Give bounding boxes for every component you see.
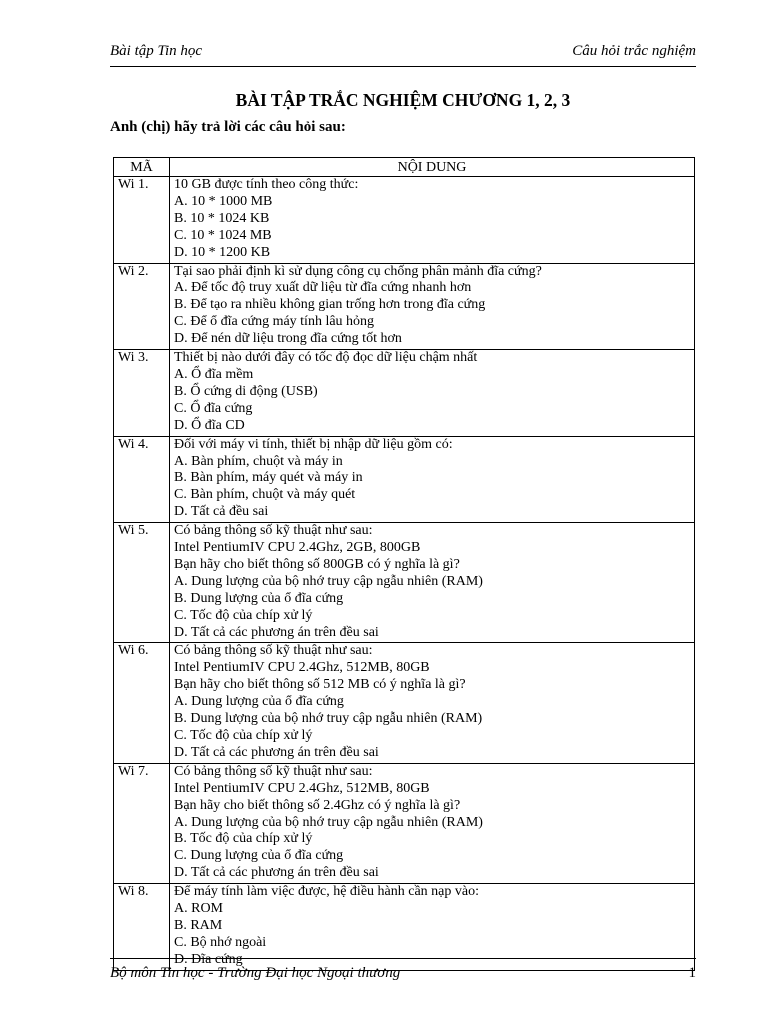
footer-department: Bộ môn Tin học - Trường Đại học Ngoại thương — [110, 965, 401, 981]
answer-option: C. Ổ đĩa cứng — [174, 400, 253, 416]
question-row — [114, 643, 695, 763]
answer-option: C. Bàn phím, chuột và máy quét — [174, 487, 356, 503]
answer-option: D. Ổ đĩa CD — [174, 417, 245, 433]
footer-divider — [110, 958, 696, 959]
answer-option: C. Để ổ đĩa cứng máy tính lâu hỏng — [174, 314, 375, 330]
question-code: Wi 2. — [114, 263, 170, 350]
column-header-content: NỘI DUNG — [170, 158, 695, 177]
question-text: Có bảng thông số kỹ thuật như sau: — [174, 763, 373, 779]
answer-option: D. Để nén dữ liệu trong đĩa cứng tốt hơn — [174, 331, 402, 347]
question-rows — [114, 177, 695, 971]
answer-option: C. Dung lượng của ổ đĩa cứng — [174, 848, 344, 864]
answer-option: A. Để tốc độ truy xuất dữ liệu từ đĩa cứng nhanh hơn — [174, 280, 472, 296]
question-code: Wi 8. — [114, 884, 170, 971]
question-code: Wi 4. — [114, 436, 170, 523]
page-header — [110, 42, 696, 60]
answer-option: B. Bàn phím, máy quét và máy in — [174, 470, 363, 486]
question-row — [114, 436, 695, 523]
question-text: Thiết bị nào dưới đây có tốc độ đọc dữ liệu chậm nhất — [174, 350, 478, 366]
answer-option: B. Ổ cứng di động (USB) — [174, 383, 318, 399]
answer-option: B. Tốc độ của chíp xử lý — [174, 831, 313, 847]
answer-option: D. Đĩa cứng — [174, 951, 243, 967]
answer-option: B. Dung lượng của ổ đĩa cứng — [174, 590, 344, 606]
question-text: Để máy tính làm việc được, hệ điều hành cần nạp vào: — [174, 884, 479, 900]
question-content — [170, 763, 695, 883]
answer-option: D. Tất cả các phương án trên đều sai — [174, 744, 379, 760]
answer-option: A. Dung lượng của ổ đĩa cứng — [174, 694, 344, 710]
answer-option: A. Dung lượng của bộ nhớ truy cập ngẫu nhiên (RAM) — [174, 814, 483, 830]
question-text: Tại sao phải định kì sử dụng công cụ chống phân mảnh đĩa cứng? — [174, 263, 542, 279]
question-content — [170, 177, 695, 264]
answer-option: C. Bộ nhớ ngoài — [174, 934, 267, 950]
answer-option: Bạn hãy cho biết thông số 800GB có ý nghĩa là gì? — [174, 556, 460, 572]
page-number: 1 — [688, 965, 696, 981]
question-code: Wi 6. — [114, 643, 170, 763]
answer-option: C. Tốc độ của chíp xử lý — [174, 607, 313, 623]
question-content — [170, 643, 695, 763]
question-table — [113, 157, 695, 971]
answer-option: Intel PentiumIV CPU 2.4Ghz, 512MB, 80GB — [174, 660, 430, 676]
question-content — [170, 350, 695, 437]
question-row — [114, 350, 695, 437]
answer-option: A. 10 * 1000 MB — [174, 193, 273, 209]
answer-option: Intel PentiumIV CPU 2.4Ghz, 512MB, 80GB — [174, 780, 430, 796]
question-text: Có bảng thông số kỹ thuật như sau: — [174, 523, 373, 539]
header-right-text: Câu hỏi trắc nghiệm — [572, 43, 696, 59]
answer-option: A. ROM — [174, 901, 224, 917]
answer-option: C. 10 * 1024 MB — [174, 227, 272, 243]
question-code: Wi 1. — [114, 177, 170, 264]
answer-option: C. Tốc độ của chíp xử lý — [174, 728, 313, 743]
answer-option: B. Dung lượng của bộ nhớ truy cập ngẫu nhiên (RAM) — [174, 711, 483, 727]
header-left-text: Bài tập Tin học — [110, 43, 203, 59]
answer-option: D. Tất cả các phương án trên đều sai — [174, 865, 379, 881]
column-header-code: MÃ — [114, 158, 170, 177]
page-title: BÀI TẬP TRẮC NGHIỆM CHƯƠNG 1, 2, 3 — [235, 90, 571, 110]
answer-option: B. 10 * 1024 KB — [174, 210, 270, 226]
answer-option: D. Tất cả các phương án trên đều sai — [174, 624, 379, 640]
question-text: Đối với máy vi tính, thiết bị nhập dữ liệu gồm có: — [174, 436, 453, 452]
answer-option: A. Dung lượng của bộ nhớ truy cập ngẫu nhiên (RAM) — [174, 573, 483, 589]
answer-option: D. Tất cả đều sai — [174, 504, 269, 520]
question-code: Wi 3. — [114, 350, 170, 437]
page-footer — [110, 964, 696, 982]
question-row — [114, 763, 695, 883]
header-divider — [110, 66, 696, 67]
answer-option: A. Ổ đĩa mềm — [174, 366, 254, 382]
instructions: Anh (chị) hãy trả lời các câu hỏi sau: — [110, 119, 346, 135]
question-text: 10 GB được tính theo công thức: — [174, 177, 359, 192]
answer-option: Bạn hãy cho biết thông số 2.4Ghz có ý nghĩa là gì? — [174, 797, 461, 813]
answer-option: B. Để tạo ra nhiều không gian trống hơn trong đĩa cứng — [174, 297, 486, 313]
question-code: Wi 5. — [114, 523, 170, 643]
question-row — [114, 263, 695, 350]
question-text: Có bảng thông số kỹ thuật như sau: — [174, 643, 373, 659]
answer-option: A. Bàn phím, chuột và máy in — [174, 453, 343, 469]
question-content — [170, 263, 695, 350]
question-row — [114, 523, 695, 643]
question-content — [170, 436, 695, 523]
question-content — [170, 523, 695, 643]
answer-option: Bạn hãy cho biết thông số 512 MB có ý nghĩa là gì? — [174, 677, 466, 693]
answer-option: Intel PentiumIV CPU 2.4Ghz, 2GB, 800GB — [174, 540, 421, 556]
answer-option: D. 10 * 1200 KB — [174, 244, 271, 260]
question-row — [114, 177, 695, 264]
answer-option: B. RAM — [174, 917, 223, 933]
question-code: Wi 7. — [114, 763, 170, 883]
table-header-row — [114, 158, 695, 177]
